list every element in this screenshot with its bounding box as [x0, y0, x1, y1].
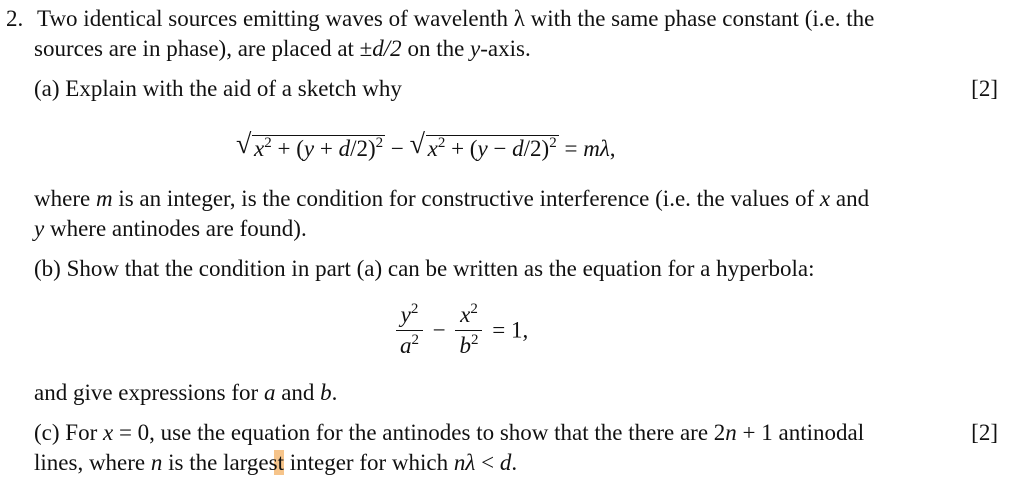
part-b-after: and give expressions for a and b.	[34, 380, 338, 405]
sqrt-term-2: √ $x^2 + (y - d/2)^2$	[409, 129, 557, 161]
part-c-line-1: (c) For x = 0, use the equation for the antinodes to show that the there are 2n + 1 antinodal	[34, 420, 865, 445]
sqrt-term-1: √ $x^2 + (y + d/2)^2$	[236, 129, 384, 161]
part-a-marks: [2]	[971, 76, 998, 101]
fraction-y-over-a: $\frac{y^2}{a^2}$	[396, 300, 423, 361]
part-a-after-line-2: y where antinodes are found).	[34, 216, 307, 241]
part-c-line-2: lines, where n is the largest integer for which nλ < d.	[34, 450, 518, 475]
question-number: 2.	[6, 6, 24, 31]
fraction-x-over-b: $\frac{x^2}{b^2}$	[455, 300, 482, 361]
question-line-1	[6, 4, 874, 34]
part-b-label: (b) Show that the condition in part (a) can be written as the equation for a hyperbola:	[34, 256, 815, 281]
part-a-equation: √ $x^2 + (y + d/2)^2$ − √ $x^2 + (y - d/2)^2 = m\lambda$,	[236, 134, 616, 164]
part-a-label: (a) Explain with the aid of a sketch why	[34, 76, 402, 101]
part-a-after-line-1: where m is an integer, is the condition for constructive interference (i.e. the values of x and	[34, 186, 870, 211]
question-line-2: sources are in phase), are placed at ±d/2 on the y-axis.	[34, 36, 531, 61]
part-c-marks: [2]	[971, 420, 998, 445]
question-intro-text: Two identical sources emitting waves of wavelenth λ with the same phase constant (i.e. the	[37, 6, 875, 31]
part-b-equation: $\frac{y^2}{a^2}$ − $\frac{x^2}{b^2}$ = 1,	[392, 300, 528, 361]
